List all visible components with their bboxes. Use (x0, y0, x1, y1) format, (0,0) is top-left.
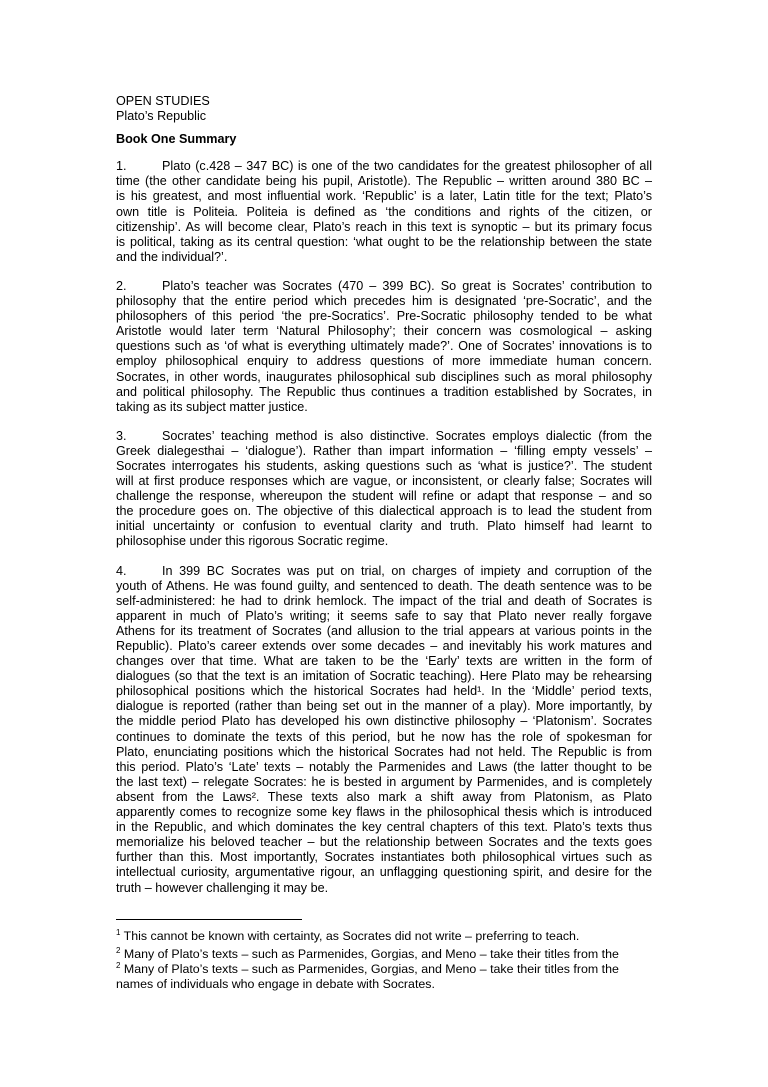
paragraph-line (116, 730, 652, 745)
paragraph-line (116, 534, 652, 549)
line-text: own title is Politeia. Politeia is defined as ‘the conditions and rights of the citizen, or (116, 204, 652, 219)
paragraph-line (116, 790, 652, 805)
footnote-line (116, 977, 656, 992)
paragraph-number: 2. (116, 278, 127, 293)
line-text: Greek dialegesthai – ‘dialogue’). Rather than impart information – ‘filling empty vessels’ – (116, 443, 652, 458)
paragraph-2 (116, 279, 652, 415)
paragraph-line (116, 639, 652, 654)
line-text: challenge the response, whereupon the student will refine or adapt that response – and so (116, 489, 652, 504)
line-text: continues to dominate the texts of this period, but he now has the role of spokesman for (116, 729, 652, 744)
line-text: Athens for its treatment of Socrates (and allusion to the trial appears at various points in the (116, 623, 652, 638)
line-text: Republic). Plato’s career extends over some decades – and inevitably his work matures and (116, 639, 652, 653)
paragraph-line (116, 444, 652, 459)
paragraph-line (116, 760, 652, 775)
paragraph-3 (116, 429, 652, 550)
paragraph-line (116, 159, 652, 174)
line-text: apparently comes to recognize some key flaws in the philosophical thesis which is introduced (116, 805, 652, 820)
line-text: further than this. Most importantly, Socrates instantiates both philosophical virtues such as (116, 850, 652, 865)
line-text: youth of Athens. He was found guilty, and sentenced to death. The death sentence was to be (116, 578, 652, 593)
line-text: philosophy that the entire period which precedes him is designated ‘pre-Socratic’, and the (116, 294, 652, 309)
paragraph-line (116, 865, 652, 880)
paragraph-line (116, 489, 652, 504)
line-text: and political philosophy. The Republic thus continues a tradition established by Socrates, in (116, 384, 652, 399)
paragraph-line (116, 324, 652, 339)
paragraph-line (116, 205, 652, 220)
paragraph-line (116, 519, 652, 534)
paragraph-line (116, 459, 652, 474)
line-text: Plato’s teacher was Socrates (470 – 399 BC). So great is Socrates’ contribution to (162, 278, 652, 293)
line-text: and the individual?’. (116, 249, 228, 264)
body-text (116, 159, 652, 895)
paragraph-line (116, 699, 652, 714)
paragraph-line (116, 294, 652, 309)
footnote-mark: 2 (116, 946, 121, 955)
line-text: Socrates, in other words, inaugurates philosophical sub disciplines such as moral philosophy (116, 369, 652, 384)
paragraph-line (116, 669, 652, 684)
line-text: apparent in much of Plato’s writing; it seems safe to say that Plato never really forgave (116, 608, 652, 623)
line-text: self-administered: he had to drink hemlock. The impact of the trial and death of Socrates is (116, 593, 652, 608)
footnote-text: Many of Plato’s texts – such as Parmenides, Gorgias, and Meno – take their titles from the (123, 947, 619, 961)
paragraph-1 (116, 159, 652, 265)
paragraph-line (116, 820, 652, 835)
paragraph-line (116, 624, 652, 639)
paragraph-line (116, 429, 652, 444)
paragraph-line (116, 504, 652, 519)
footnote-line (116, 929, 656, 944)
line-text: this period. Plato’s ‘Late’ texts – notably the Parmenides and Laws (the latter thought to be (116, 759, 652, 774)
line-text: Socrates’ teaching method is also distinctive. Socrates employs dialectic (from the (162, 428, 652, 443)
paragraph-number: 3. (116, 428, 127, 443)
text-title: Plato’s Republic (116, 109, 207, 124)
line-text: taking as its subject matter justice. (116, 399, 308, 414)
line-text: Plato (c.428 – 347 BC) is one of the two candidates for the greatest philosopher of all (162, 159, 652, 174)
paragraph-number: 4. (116, 563, 127, 578)
document-page (116, 94, 652, 896)
paragraph-line (116, 835, 652, 850)
footnote-text: names of individuals who engage in debate with Socrates. (116, 977, 435, 991)
paragraph-4 (116, 564, 652, 896)
line-text: the middle period Plato has developed his own distinctive philosophy – ‘Platonism’. Socrates (116, 714, 652, 729)
line-text: memorialize his beloved teacher – but the relationship between Socrates and the texts goes (116, 835, 652, 850)
page-title: Book One Summary (116, 132, 237, 147)
paragraph-line (116, 235, 652, 250)
paragraph-line (116, 564, 652, 579)
line-text: Plato, enunciating positions which the historical Socrates had not held. The Republic is from (116, 744, 652, 759)
line-text: time (the other candidate being his pupil, Aristotle). The Republic – written around 380 BC – (116, 174, 652, 189)
line-text: the procedure goes on. The objective of this dialectical approach is to lead the student from (116, 504, 652, 519)
line-text: philosophical positions which the historical Socrates had held¹. In the ‘Middle’ period texts, (116, 684, 652, 699)
footnote-mark: 2 (116, 961, 121, 970)
paragraph-line (116, 745, 652, 760)
line-text: initial uncertainty or confusion to eventual clarity and truth. Plato himself had learnt to (116, 519, 652, 534)
paragraph-line (116, 309, 652, 324)
footnote-text: Many of Plato’s texts – such as Parmenides, Gorgias, and Meno – take their titles from the (123, 962, 619, 976)
paragraph-line (116, 654, 652, 669)
footnote-text: This cannot be known with certainty, as Socrates did not write – preferring to teach. (123, 929, 580, 943)
line-text: philosophise under this rigorous Socratic regime. (116, 534, 389, 549)
line-text: dialogue is reported (rather than being set out in the manner of a play). More importantly, by (116, 699, 652, 714)
footnote-mark: 1 (116, 928, 121, 937)
paragraph-line (116, 579, 652, 594)
paragraph-line (116, 684, 652, 699)
line-text: the last text) – relegate Socrates: he is bested in argument by Parmenides, and is completely (116, 774, 652, 789)
footnote-line (116, 962, 656, 977)
paragraph-line (116, 385, 652, 400)
paragraph-line (116, 609, 652, 624)
paragraph-line (116, 189, 652, 204)
line-text: absent from the Laws². These texts also mark a shift away from Platonism, as Plato (116, 789, 652, 804)
paragraph-line (116, 370, 652, 385)
paragraph-line (116, 881, 652, 896)
line-text: is his greatest, and most influential work. ‘Republic’ is a later, Latin title for the text; Plato’s (116, 189, 652, 204)
line-text: citizenship’. As will become clear, Plato’s reach in this text is synoptic – but its primary focus (116, 219, 652, 234)
line-text: Aristotle would later term ‘Natural Philosophy’; their concern was cosmological – asking (116, 324, 652, 339)
paragraph-line (116, 775, 652, 790)
paragraph-line (116, 174, 652, 189)
paragraph-line (116, 805, 652, 820)
footnote-line (116, 947, 656, 962)
line-text: in the Republic, and which dominates the key central chapters of this text. Plato’s texts thus (116, 820, 652, 835)
line-text: In 399 BC Socrates was put on trial, on charges of impiety and corruption of the (162, 563, 652, 578)
line-text: Socrates interrogates his students, asking questions such as ‘what is justice?’. The student (116, 458, 652, 473)
paragraph-line (116, 474, 652, 489)
footnote-divider (116, 919, 302, 920)
course-label: OPEN STUDIES (116, 94, 210, 108)
paragraph-line (116, 279, 652, 294)
paragraph-line (116, 400, 652, 415)
line-text: truth – however challenging it may be. (116, 880, 329, 895)
line-text: employ philosophical enquiry to address questions of more immediate human concern. (116, 354, 652, 369)
line-text: questions such as ‘of what is everything ultimately made?’. One of Socrates’ innovations is to (116, 339, 652, 354)
line-text: will at first produce responses which are vague, or inconsistent, or clearly false; Socrates will (116, 474, 652, 489)
paragraph-number: 1. (116, 159, 127, 174)
line-text: intellectual curiosity, argumentative rigour, an unflagging questioning spirit, and desire for the (116, 865, 652, 880)
line-text: changes over that time. What are taken to be the ‘Early’ texts are written in the form of (116, 654, 652, 669)
paragraph-line (116, 354, 652, 369)
paragraph-line (116, 220, 652, 235)
line-text: is political, taking as its central question: ‘what ought to be the relationship between the state (116, 234, 652, 249)
line-text: dialogues (so that the text is an imitation of Socratic teaching). Here Plato may be rehearsing (116, 669, 652, 684)
paragraph-line (116, 714, 652, 729)
paragraph-line (116, 850, 652, 865)
line-text: philosophers of this period ‘the pre-Socratics’. Pre-Socratic philosophy tended to be what (116, 309, 652, 324)
paragraph-line (116, 339, 652, 354)
paragraph-line (116, 594, 652, 609)
paragraph-line (116, 250, 652, 265)
